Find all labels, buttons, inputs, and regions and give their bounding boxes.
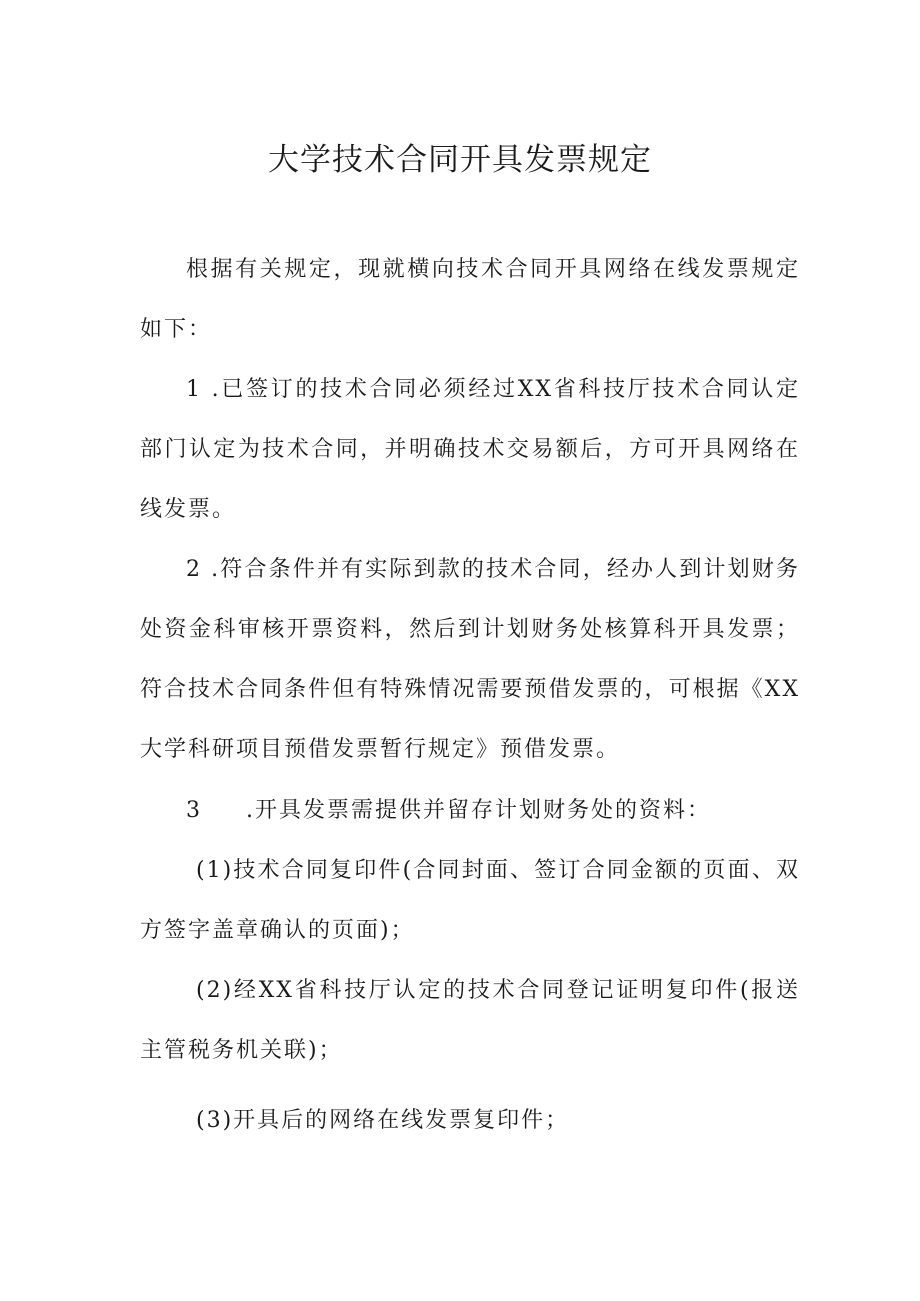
clause-1-paragraph: 1 .已签订的技术合同必须经过XX省科技厅技术合同认定部门认定为技术合同，并明确技术交易额后，方可开具网络在线发票。 — [140, 377, 800, 522]
clause-2-paragraph: 2 .符合条件并有实际到款的技术合同，经办人到计划财务处资金科审核开票资料，然后到计划财务处核算科开具发票；符合技术合同条件但有特殊情况需要预借发票的，可根据《XX大学科研项目预借发票暂行规定》预借发票。 — [140, 557, 800, 762]
sub-item-1-paragraph: (1)技术合同复印件(合同封面、签订合同金额的页面、双方签字盖章确认的页面)； — [140, 858, 800, 943]
clause-3-number: 3 — [186, 798, 202, 823]
intro-paragraph: 根据有关规定，现就横向技术合同开具网络在线发票规定如下： — [140, 257, 800, 342]
clause-3-paragraph — [140, 781, 800, 841]
sub-item-3-paragraph: (3)开具后的网络在线发票复印件； — [196, 1108, 570, 1133]
clause-3-text: .开具发票需提供并留存计划财务处的资料： — [246, 798, 711, 823]
document-title: 大学技术合同开具发票规定 — [268, 142, 652, 178]
sub-item-2-paragraph: (2)经XX省科技厅认定的技术合同登记证明复印件(报送主管税务机关联)； — [140, 978, 800, 1063]
